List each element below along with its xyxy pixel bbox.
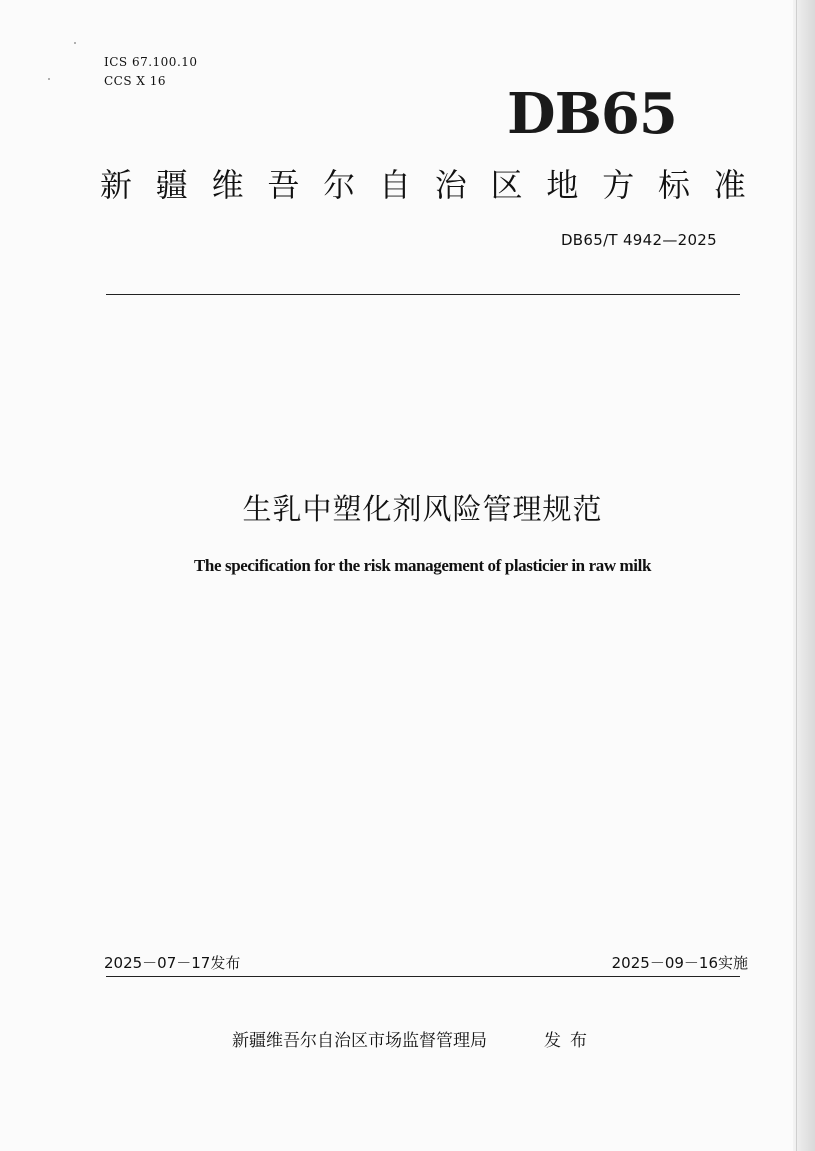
- classification-codes: [104, 53, 198, 91]
- db65-logo: DB65: [507, 81, 677, 147]
- document-title-english: The specification for the risk management of plasticier in raw milk: [193, 556, 652, 575]
- implementation-date: 2025－09－16实施: [611, 954, 748, 972]
- issue-date: 2025－07－17发布: [104, 954, 241, 972]
- scan-speck: [48, 78, 50, 80]
- issue-label: 发布: [544, 1031, 596, 1051]
- issuing-authority: 新疆维吾尔自治区市场监督管理局: [232, 1031, 487, 1051]
- top-divider: [106, 294, 740, 295]
- bottom-divider: [106, 976, 740, 977]
- ccs-code: CCS X 16: [104, 74, 167, 88]
- standard-name: 新疆维吾尔自治区地方标准: [100, 166, 770, 204]
- ics-code: ICS 67.100.10: [104, 55, 198, 69]
- standard-number: DB65/T 4942—2025: [560, 231, 717, 249]
- scan-speck: [74, 42, 76, 44]
- document-title: 生乳中塑化剂风险管理规范: [242, 492, 603, 526]
